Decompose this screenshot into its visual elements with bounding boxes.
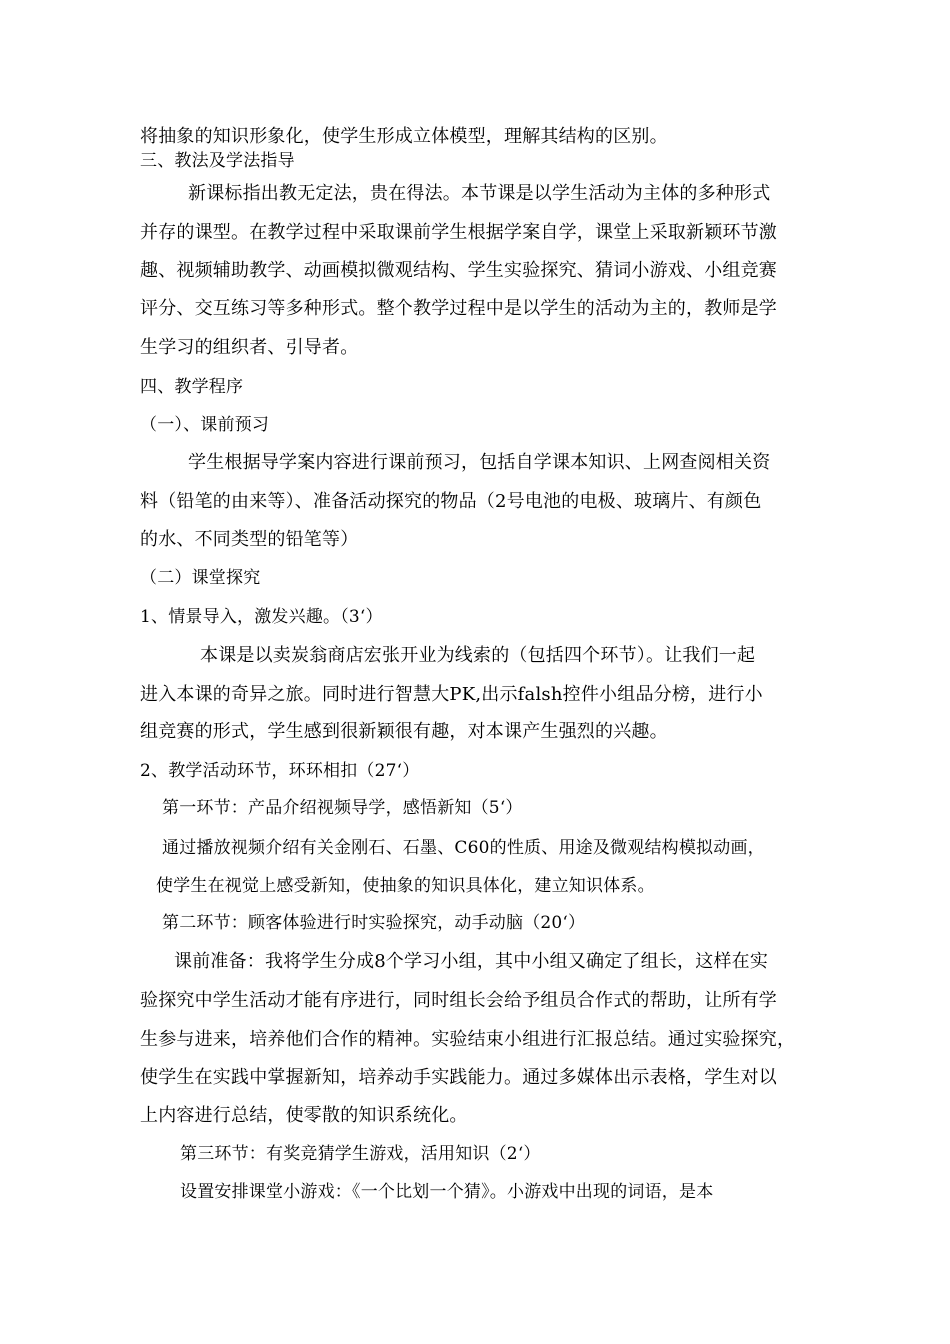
section-heading-4: 四、教学程序 (140, 377, 244, 397)
stage-heading-2: 第二环节：顾客体验进行时实验探究，动手动脑（20‘） (162, 913, 586, 933)
paragraph-line: 设置安排课堂小游戏：《一个比划一个猜》。小游戏中出现的词语，是本 (180, 1182, 714, 1202)
subsection-heading-1: （一）、课前预习 (140, 415, 270, 435)
paragraph-line: 料（铅笔的由来等）、准备活动探究的物品（2号电池的电极、玻璃片、有颜色 (140, 491, 762, 512)
paragraph-line: 组竞赛的形式，学生感到很新颖很有趣，对本课产生强烈的兴趣。 (140, 721, 668, 742)
paragraph-line: 进入本课的奇异之旅。同时进行智慧大PK,出示falsh控件小组品分榜，进行小 (140, 684, 763, 705)
paragraph-line: 验探究中学生活动才能有序进行，同时组长会给予组员合作式的帮助，让所有学 (140, 990, 777, 1011)
stage-heading-1: 第一环节：产品介绍视频导学，感悟新知（5‘） (162, 798, 523, 818)
paragraph-line: 的水、不同类型的铅笔等） (140, 529, 359, 550)
section-heading-3: 三、教法及学法指导 (140, 151, 295, 171)
paragraph-line: 使学生在实践中掌握新知，培养动手实践能力。通过多媒体出示表格，学生对以 (140, 1067, 777, 1088)
step-heading-1: 1、情景导入，激发兴趣。（3‘） (140, 607, 383, 627)
paragraph-line: 学生根据导学案内容进行课前预习，包括自学课本知识、上网查阅相关资 (188, 452, 771, 473)
paragraph-line: 通过播放视频介绍有关金刚石、石墨、C60的性质、用途及微观结构模拟动画， (162, 838, 765, 858)
stage-heading-3: 第三环节：有奖竞猜学生游戏，活用知识（2‘） (180, 1144, 541, 1164)
paragraph-line: 将抽象的知识形象化，使学生形成立体模型，理解其结构的区别。 (140, 126, 668, 147)
paragraph-line: 趣、视频辅助教学、动画模拟微观结构、学生实验探究、猜词小游戏、小组竞赛 (140, 260, 777, 281)
paragraph-line: 上内容进行总结，使零散的知识系统化。 (140, 1105, 468, 1126)
paragraph-line: 评分、交互练习等多种形式。整个教学过程中是以学生的活动为主的，教师是学 (140, 298, 777, 319)
paragraph-line: 并存的课型。在教学过程中采取课前学生根据学案自学，课堂上采取新颖环节激 (140, 222, 777, 243)
step-heading-2: 2、教学活动环节，环环相扣（27‘） (140, 761, 420, 781)
paragraph-line: 生参与进来，培养他们合作的精神。实验结束小组进行汇报总结。通过实验探究， (140, 1029, 796, 1050)
paragraph-line: 新课标指出教无定法，贵在得法。本节课是以学生活动为主体的多种形式 (188, 183, 771, 204)
paragraph-line: 使学生在视觉上感受新知，使抽象的知识具体化，建立知识体系。 (156, 876, 655, 896)
subsection-heading-2: （二）课堂探究 (140, 568, 261, 588)
paragraph-line: 本课是以卖炭翁商店宏张开业为线索的（包括四个环节）。让我们一起 (200, 645, 756, 666)
paragraph-line: 课前准备：我将学生分成8个学习小组，其中小组又确定了组长，这样在实 (174, 951, 769, 972)
paragraph-line: 生学习的组织者、引导者。 (140, 337, 359, 358)
